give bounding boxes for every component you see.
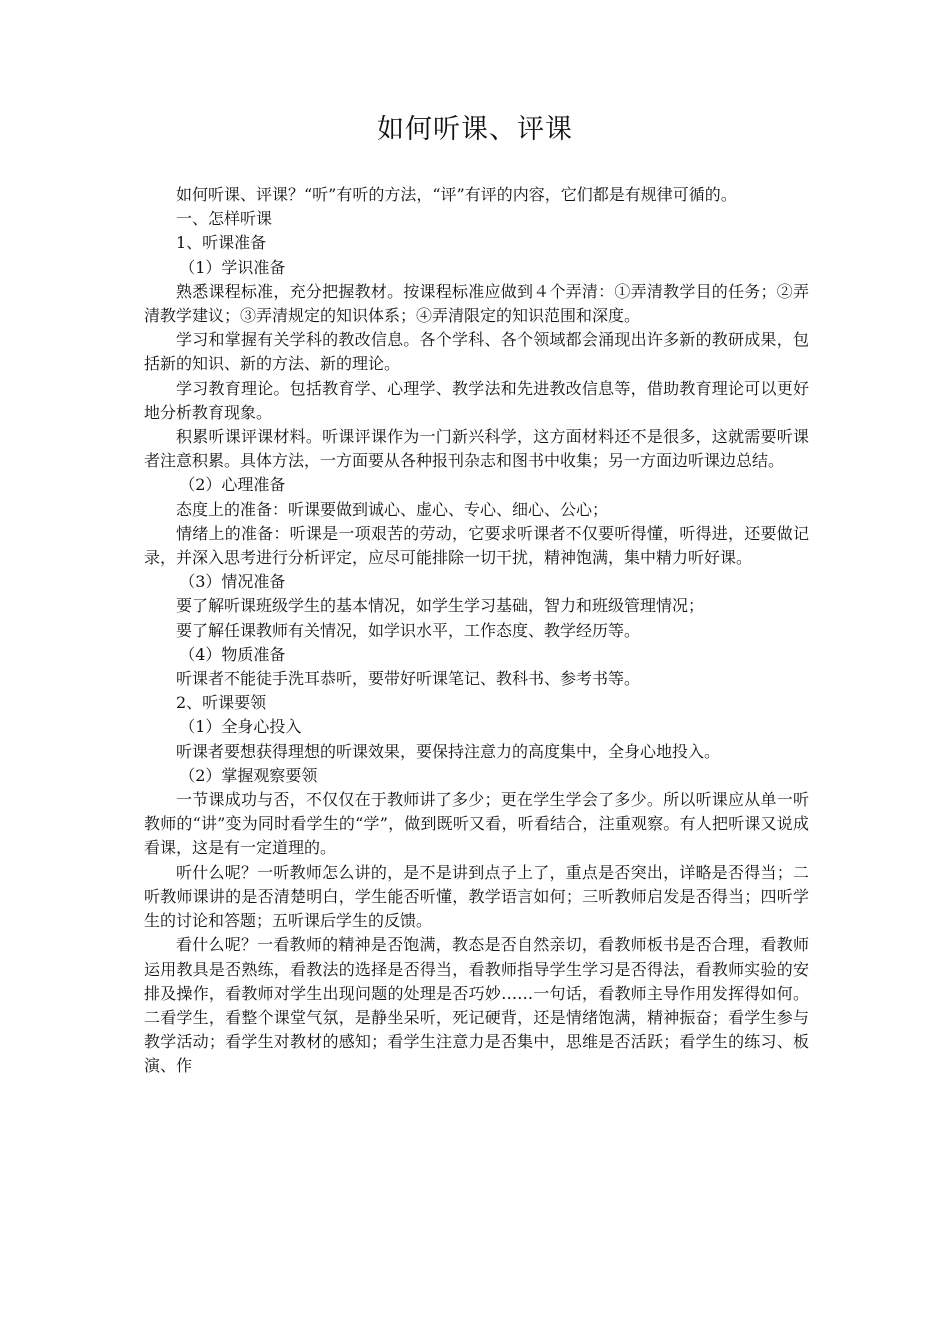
paragraph: 听课者要想获得理想的听课效果，要保持注意力的高度集中，全身心地投入。 [176, 741, 721, 761]
subsection-heading: （1）学识准备 [179, 257, 286, 277]
section-heading: 2、听课要领 [176, 693, 267, 713]
paragraph: 积累听课评课材料。听课评课作为一门新兴科学，这方面材料还不是很多，这就需要听课者注意积累。具体方法，一方面要从各种报刊杂志和图书中收集；另一方面边听课边总结。 [144, 427, 809, 471]
section-heading: 一、怎样听课 [176, 209, 273, 229]
paragraph: 熟悉课程标准，充分把握教材。按课程标准应做到４个弄清：①弄清教学目的任务；②弄清教学建议；③弄清规定的知识体系；④弄清限定的知识范围和深度。 [144, 281, 809, 326]
subsection-heading: （3）情况准备 [179, 572, 286, 592]
paragraph: 学习和掌握有关学科的教改信息。各个学科、各个领域都会涌现出许多新的教研成果，包括新的知识、新的方法、新的理论。 [144, 330, 809, 374]
paragraph: 要了解任课教师有关情况，如学识水平，工作态度、教学经历等。 [176, 620, 641, 640]
paragraph: 听课者不能徒手洗耳恭听，要带好听课笔记、教科书、参考书等。 [176, 669, 641, 689]
paragraph: 态度上的准备：听课要做到诚心、虚心、专心、细心、公心； [176, 499, 609, 519]
paragraph: 要了解听课班级学生的基本情况，如学生学习基础，智力和班级管理情况； [176, 596, 705, 616]
paragraph: 学习教育理论。包括教育学、心理学、教学法和先进教改信息等，借助教育理论可以更好地分析教育现象。 [144, 378, 809, 422]
paragraph: 情绪上的准备：听课是一项艰苦的劳动，它要求听课者不仅要听得懂，听得进，还要做记录，并深入思考进行分析评定，应尽可能排除一切干扰，精神饱满，集中精力听好课。 [144, 523, 809, 568]
subsection-heading: （2）掌握观察要领 [179, 765, 318, 785]
paragraph: 看什么呢？一看教师的精神是否饱满，教态是否自然亲切，看教师板书是否合理，看教师运用教具是否熟练，看教法的选择是否得当，看教师指导学生学习是否得法，看教师实验的安排及操作，看教师对学生出现问题的处理是否巧妙……一句话，看教师主导作用发挥得如何。二看学生，看整个课堂气氛，是静坐呆听，死记硬背，还是情绪饱满，精神振奋；看学生参与教学活动；看学生对教材的感知；看学生注意力是否集中，思维是否活跃；看学生的练习、板演、作 [144, 935, 809, 1076]
document-title: 如何听课、评课 [377, 114, 573, 145]
subsection-heading: （1）全身心投入 [179, 717, 302, 737]
paragraph: 一节课成功与否，不仅仅在于教师讲了多少；更在学生学会了多少。所以听课应从单一听教师的“讲”变为同时看学生的“学”，做到既听又看，听看结合，注重观察。有人把听课又说成看课，这是有一定道理的。 [144, 790, 809, 858]
document-body [144, 183, 809, 1079]
subsection-heading: （2）心理准备 [179, 475, 286, 495]
paragraph: 听什么呢？一听教师怎么讲的，是不是讲到点子上了，重点是否突出，详略是否得当；二听教师课讲的是否清楚明白，学生能否听懂，教学语言如何；三听教师启发是否得当；四听学生的讨论和答题；五听课后学生的反馈。 [144, 862, 809, 931]
paragraph: 如何听课、评课？“听”有听的方法，“评”有评的内容，它们都是有规律可循的。 [176, 185, 737, 204]
section-heading: 1、听课准备 [176, 233, 267, 253]
subsection-heading: （4）物质准备 [179, 644, 286, 664]
